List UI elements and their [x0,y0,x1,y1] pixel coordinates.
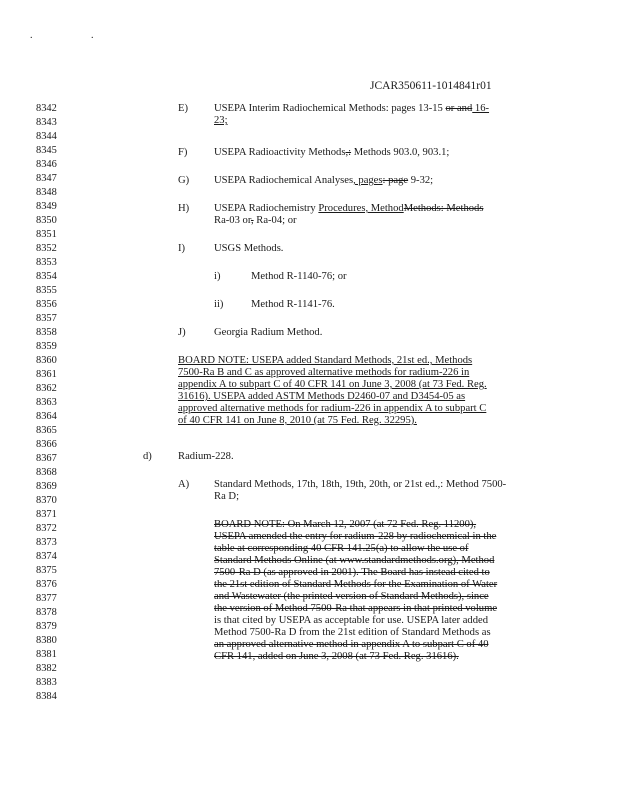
line-number: 8372 [36,523,57,534]
line-number: 8370 [36,495,57,506]
note2-line: Method 7500-Ra D from the 21st edition of Standard Methods as [214,627,491,638]
line-number: 8351 [36,229,57,240]
line-number: 8380 [36,635,57,646]
line-number: 8346 [36,159,57,170]
line-number: 8367 [36,453,57,464]
note1-line: 7500-Ra B and C as approved alternative methods for radium-226 in [178,367,470,378]
item-f-label: F) [178,147,188,158]
note2-line: Standard Methods Online (at www.standardmethods.org), Method [214,555,495,566]
item-f-text: USEPA Radioactivity Methods,: Methods 903.0, 903.1; [214,147,450,158]
line-number: 8377 [36,593,57,604]
document-id: JCAR350611-1014841r01 [370,80,492,92]
item-e-text: USEPA Interim Radiochemical Methods: pages 13-15 or and 16- [214,103,490,114]
line-number: 8364 [36,411,57,422]
section-d-label: d) [143,451,152,462]
line-number: 8374 [36,551,57,562]
line-number: 8376 [36,579,57,590]
note2-line: 7500-Ra D (as approved in 2001). The Board has instead cited to [214,567,490,578]
line-number: 8353 [36,257,57,268]
item-i-label: I) [178,243,186,254]
line-number: 8354 [36,271,57,282]
item-a-label: A) [178,479,190,490]
item-h-text: USEPA Radiochemistry Procedures, MethodMethods: Methods [214,203,484,214]
item-j-label: J) [178,327,186,338]
line-number: 8355 [36,285,57,296]
line-number: 8371 [36,509,57,520]
line-number: 8378 [36,607,57,618]
line-number: 8379 [36,621,57,632]
note1-line: 31616). USEPA added ASTM Methods D2460-07 and D3454-05 as [178,391,466,402]
line-number: 8363 [36,397,57,408]
line-number: 8349 [36,201,57,212]
line-number: 8369 [36,481,57,492]
item-j-text: Georgia Radium Method. [214,327,323,338]
item-a-text-cont: Ra D; [214,491,240,502]
line-number: 8352 [36,243,57,254]
line-number: 8347 [36,173,57,184]
note1-line: of 40 CFR 141 on June 8, 2010 (at 75 Fed. Reg. 32295). [178,415,417,426]
line-number: 8348 [36,187,57,198]
item-e-label: E) [178,103,188,114]
note2-line: is that cited by USEPA as acceptable for use. USEPA later added [214,615,489,626]
line-number: 8358 [36,327,57,338]
line-number: 8368 [36,467,57,478]
item-i-text: USGS Methods. [214,243,284,254]
item-i1-label: i) [214,271,221,282]
line-number: 8362 [36,383,57,394]
item-i2-label: ii) [214,299,224,310]
item-h-label: H) [178,203,190,214]
note2-line: an approved alternative method in appendix A to subpart C of 40 [214,639,489,650]
line-number: 8360 [36,355,57,366]
line-number: 8357 [36,313,57,324]
line-number: 8356 [36,299,57,310]
line-number: 8373 [36,537,57,548]
line-number: 8365 [36,425,57,436]
note2-line: BOARD NOTE: On March 12, 2007 (at 72 Fed. Reg. 11200), [214,519,477,530]
line-number: 8381 [36,649,57,660]
line-number: 8345 [36,145,57,156]
note1-line: approved alternative methods for radium-226 in appendix A to subpart C [178,403,487,414]
line-number: 8343 [36,117,57,128]
line-number: 8384 [36,691,57,702]
note2-line: table at corresponding 40 CFR 141.25(a) to allow the use of [214,543,469,554]
line-number: 8350 [36,215,57,226]
item-i1-text: Method R-1140-76; or [251,271,347,282]
note2-line: the version of Method 7500-Ra that appears in that printed volume [214,603,498,614]
item-g-text: USEPA Radiochemical Analyses, pages: page 9-32; [214,175,434,186]
item-h-text-cont: Ra-03 or, Ra-04; or [214,215,297,226]
note2-line: USEPA amended the entry for radium-228 by radiochemical in the [214,531,497,542]
line-number: 8342 [36,103,57,114]
item-a-text: Standard Methods, 17th, 18th, 19th, 20th, or 21st ed.,: Method 7500- [214,479,507,490]
item-g-label: G) [178,175,190,186]
line-number: 8382 [36,663,57,674]
line-number: 8375 [36,565,57,576]
note2-line: and Wastewater (the printed version of Standard Methods), since [214,591,489,602]
section-d-title: Radium-228. [178,451,234,462]
line-number: 8359 [36,341,57,352]
scan-marks: . . [30,30,122,41]
note1-line: appendix A to subpart C of 40 CFR 141 on June 3, 2008 (at 73 Fed. Reg. [178,379,487,390]
line-number: 8361 [36,369,57,380]
note1-line: BOARD NOTE: USEPA added Standard Methods, 21st ed., Methods [178,355,473,366]
line-number: 8366 [36,439,57,450]
note2-line: the 21st edition of Standard Methods for the Examination of Water [214,579,498,590]
note2-line: CFR 141, added on June 3, 2008 (at 73 Fed. Reg. 31616). [214,651,459,662]
item-i2-text: Method R-1141-76. [251,299,335,310]
item-e-text-cont: 23; [214,115,228,126]
line-number: 8383 [36,677,57,688]
line-number: 8344 [36,131,57,142]
